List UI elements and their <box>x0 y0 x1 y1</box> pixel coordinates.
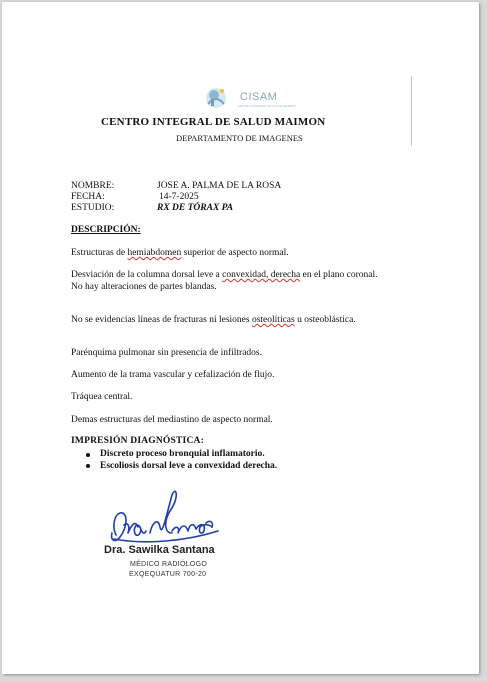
description-paragraph: Aumento de la trama vascular y cefalización de flujo. <box>71 370 275 380</box>
spellcheck-word: osteolíticas <box>251 315 295 325</box>
list-item <box>86 461 277 473</box>
text-run: Desviación de la columna dorsal leve a <box>71 270 223 280</box>
description-paragraph <box>71 248 416 260</box>
logo-subtext: CENTRO INTEGRAL DE SALUD MAIMON <box>238 104 296 108</box>
doctor-role: MÉDICO RADIÓLOGO <box>130 561 208 568</box>
study-value: RX DE TÓRAX PA <box>157 203 234 213</box>
list-item <box>86 449 277 461</box>
impression-heading: IMPRESIÓN DIAGNÓSTICA: <box>71 436 204 446</box>
description-paragraph: Tráquea central. <box>71 392 133 402</box>
document-page <box>2 2 479 674</box>
department-name: DEPARTAMENTO DE IMAGENES <box>176 133 303 143</box>
logo-text: CISAM <box>240 91 278 103</box>
name-label: NOMBRE: <box>71 181 115 191</box>
doctor-exequatur: EXQEQUATUR 700-20 <box>129 571 207 578</box>
description-paragraph <box>71 270 416 293</box>
description-paragraph: Parénquima pulmonar sin presencia de infiltrados. <box>71 348 263 358</box>
text-run: No se evidencias líneas de fracturas ni lesiones <box>71 315 252 325</box>
description-paragraph: Demas estructuras del mediastino de aspecto normal. <box>71 415 273 425</box>
name-value: JOSE A. PALMA DE LA ROSA <box>157 181 282 191</box>
doctor-name: Dra. Sawilka Santana <box>104 544 215 556</box>
spellcheck-word: convexidad, derecha <box>222 270 301 280</box>
text-run: superior de aspecto normal. <box>181 248 289 258</box>
date-label: FECHA: <box>71 192 105 202</box>
text-run: Estructuras de <box>71 248 128 258</box>
text-run: u osteoblástica. <box>294 315 356 325</box>
list-item-text: Discreto proceso bronquial inflamatorio. <box>100 449 265 459</box>
text-run: No hay alteraciones de partes blandas. <box>71 281 217 292</box>
spellcheck-word: hemiabdomen <box>127 248 182 258</box>
bullet-icon <box>86 464 90 468</box>
page-margin-marker <box>411 76 412 146</box>
clinic-title: CENTRO INTEGRAL DE SALUD MAIMON <box>101 116 326 128</box>
handwritten-signature-icon <box>106 487 226 549</box>
description-paragraph <box>71 315 416 327</box>
study-label: ESTUDIO: <box>71 203 115 213</box>
bullet-icon <box>86 453 90 457</box>
date-value: 14-7-2025 <box>159 192 199 202</box>
description-heading: DESCRIPCIÓN: <box>71 225 141 235</box>
impression-list <box>86 449 277 472</box>
text-run: en el plano coronal. <box>300 270 378 280</box>
list-item-text: Escoliosis dorsal leve a convexidad derecha. <box>100 460 278 471</box>
